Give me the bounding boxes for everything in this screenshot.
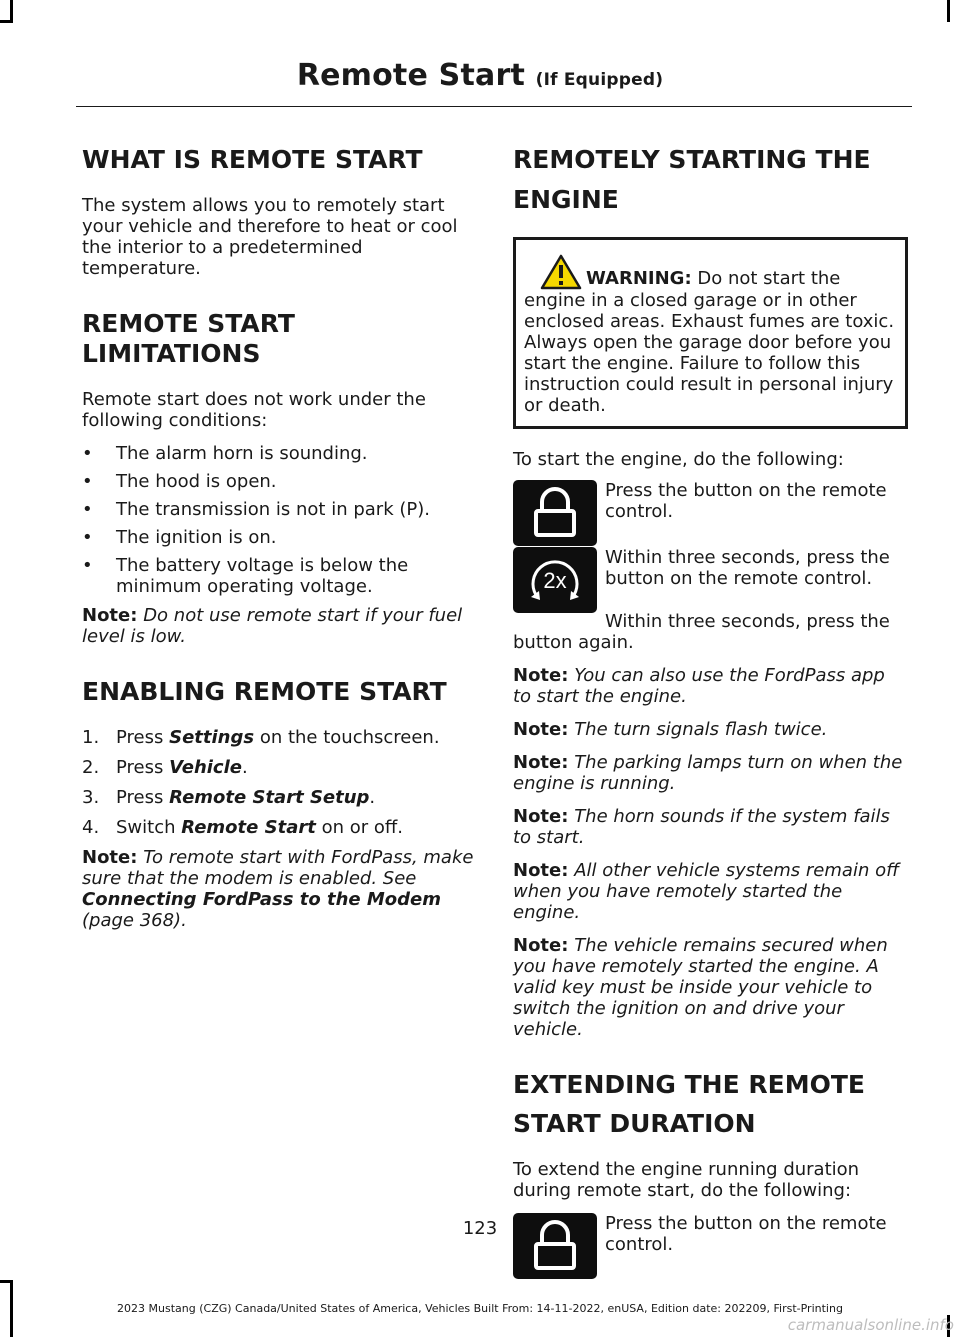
watermark: carmanualsonline.info xyxy=(787,1316,954,1334)
step-text: Press the button on the remote control. xyxy=(605,480,887,522)
note: Note: All other vehicle systems remain off when you have remotely started the engine. xyxy=(513,860,900,923)
cross-reference-link[interactable]: Connecting FordPass to the Modem xyxy=(82,889,441,910)
step-text: Within three seconds, press the button on the remote control. xyxy=(605,547,890,589)
bullet: • xyxy=(82,527,93,548)
step-lock-press xyxy=(513,480,908,546)
heading-enabling: ENABLING REMOTE START xyxy=(82,677,447,706)
heading-remotely-starting: REMOTELY STARTING THE ENGINE xyxy=(513,145,871,214)
heading-extending: EXTENDING THE REMOTE START DURATION xyxy=(513,1070,865,1138)
lock-button-icon xyxy=(513,480,597,546)
note: Note: The parking lamps turn on when the engine is running. xyxy=(513,752,903,794)
list-item: 3. Press Remote Start Setup. xyxy=(82,787,376,808)
note-fordpass-modem: Note: To remote start with FordPass, make sure that the modem is enabled. See Connecting FordPass to the Modem (page 368). xyxy=(82,847,474,931)
list-item: • The transmission is not in park (P). xyxy=(82,499,430,520)
note: Note: You can also use the FordPass app to start the engine. xyxy=(513,665,885,707)
start-intro: To start the engine, do the following: xyxy=(513,449,844,470)
list-item: 4. Switch Remote Start on or off. xyxy=(82,817,403,838)
footer: 2023 Mustang (CZG) Canada/United States of America, Vehicles Built From: 14-11-2022, enUSA, Edition date: 202209, First-Printing xyxy=(117,1302,843,1315)
crop-mark xyxy=(10,0,13,22)
bullet: • xyxy=(82,443,93,464)
step-lock-2x xyxy=(513,547,908,613)
list-item: • The alarm horn is sounding. xyxy=(82,443,368,464)
remote-start-2x-icon xyxy=(513,547,597,613)
lock-icon xyxy=(513,480,597,546)
double-press-icon xyxy=(513,547,597,613)
heading-limitations: REMOTE START LIMITATIONS xyxy=(82,309,295,368)
limitations-list xyxy=(82,443,477,597)
warning-box xyxy=(513,237,908,429)
left-column xyxy=(82,145,477,943)
warning-label: WARNING: xyxy=(586,268,692,289)
header-divider xyxy=(76,106,912,107)
extend-intro: To extend the engine running duration during remote start, do the following: xyxy=(513,1159,860,1201)
note: Note: The vehicle remains secured when you have remotely started the engine. A valid key must be inside your vehicle to switch the ignition on and drive your vehicle. xyxy=(513,935,888,1040)
page-number: 123 xyxy=(462,1218,498,1239)
list-item: • The hood is open. xyxy=(82,471,277,492)
header-subtitle: (If Equipped) xyxy=(535,70,664,90)
list-item: 1. Press Settings on the touchscreen. xyxy=(82,727,440,748)
header-title: Remote Start xyxy=(296,58,525,93)
warning-text: Do not start the engine in a closed garage or in other enclosed areas. Exhaust fumes are toxic. Always open the garage door before you start the engine. Failure to follow this instruction could result in personal injury or death. xyxy=(524,268,895,416)
list-item: • The battery voltage is below the minimum operating voltage. xyxy=(82,555,409,597)
warning-triangle-icon xyxy=(540,254,582,290)
svg-text:2x: 2x xyxy=(543,568,567,593)
step-text: Press the button on the remote control. xyxy=(605,1213,887,1255)
step-again: Within three seconds, press the button again. xyxy=(513,611,890,653)
note: Note: The horn sounds if the system fails to start. xyxy=(513,806,890,848)
list-item: • The ignition is on. xyxy=(82,527,277,548)
list-item: 2. Press Vehicle. xyxy=(82,757,248,778)
limits-intro: Remote start does not work under the following conditions: xyxy=(82,389,426,431)
what-text: The system allows you to remotely start your vehicle and therefore to heat or cool the interior to a predetermined temperature. xyxy=(82,195,458,279)
enable-steps xyxy=(82,727,477,838)
heading-what-is-remote-start: WHAT IS REMOTE START xyxy=(82,145,423,174)
crop-mark xyxy=(0,1280,13,1283)
note: Note: The turn signals flash twice. xyxy=(513,719,828,740)
crop-mark xyxy=(947,0,950,22)
note-fuel: Note: Do not use remote start if your fuel level is low. xyxy=(82,605,463,647)
bullet: • xyxy=(82,555,93,576)
bullet: • xyxy=(82,471,93,492)
bullet: • xyxy=(82,499,93,520)
crop-mark xyxy=(0,20,13,23)
right-column xyxy=(513,145,908,1301)
page-header xyxy=(0,58,960,93)
